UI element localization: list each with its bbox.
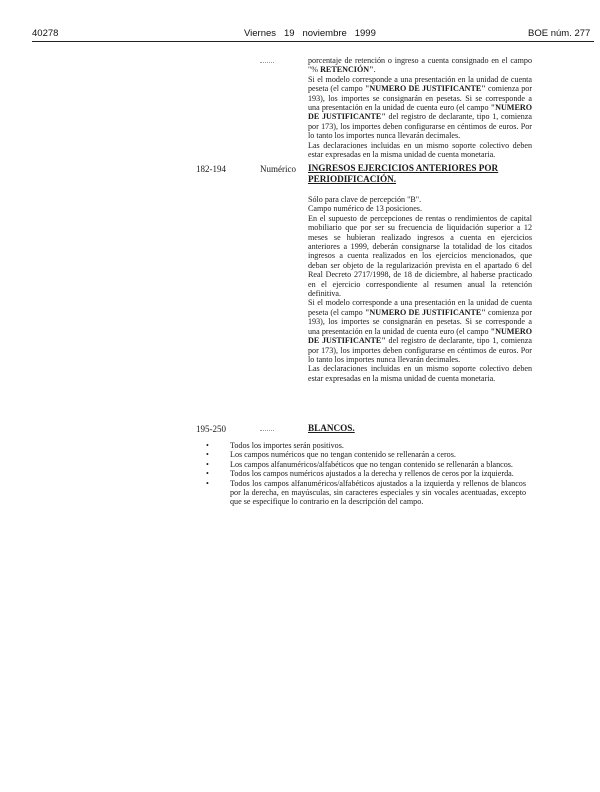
field-title: BLANCOS. bbox=[308, 423, 355, 433]
bullet-icon: • bbox=[206, 469, 209, 479]
bullet-icon: • bbox=[206, 450, 209, 460]
list-item: • Todos los importes serán positivos. bbox=[206, 441, 344, 450]
journal-issue: BOE núm. 277 bbox=[528, 28, 591, 39]
description-paragraph-5: Las declaraciones incluidas en un mismo soporte colectivo deben estar expresadas en la misma unidad de cuenta monetaria. bbox=[308, 364, 532, 383]
page-number: 40278 bbox=[32, 28, 59, 39]
description-paragraph-1: Sólo para clave de percepción "B". bbox=[308, 195, 422, 204]
header-rule bbox=[32, 41, 594, 42]
field-title: INGRESOS EJERCICIOS ANTERIORES POR PERIODIFICACIÓN. bbox=[308, 163, 499, 184]
bullet-icon: • bbox=[206, 478, 209, 488]
general-rules-list bbox=[206, 441, 526, 507]
description-paragraph-2: Campo numérico de 13 posiciones. bbox=[308, 204, 422, 214]
field-positions: 195-250 bbox=[196, 424, 226, 434]
continuation-paragraph-2: Si el modelo corresponde a una presentación en la unidad de cuenta peseta (el campo "NUMERO DE JUSTIFICANTE" comienza por 193), los importes se consignarán en pesetas. Si se corresponde a una presentación en la unidad de cuenta euro (el campo "NUMERO DE JUSTIFICANTE" del registro de declarante, tipo 1, comienza por 173), los importes deben configurarse en céntimos de euros. Por lo tanto los importes nunca llevarán decimales. bbox=[308, 74, 533, 141]
bullet-icon: • bbox=[206, 441, 209, 450]
dotted-marker bbox=[260, 430, 274, 431]
list-item: • Todos los campos numéricos ajustados a la derecha y rellenos de ceros por la izquierda. bbox=[206, 469, 514, 479]
continuation-paragraph-1: porcentaje de retención o ingreso a cuenta consignado en el campo "% RETENCIÓN". bbox=[308, 56, 532, 75]
continuation-paragraph-3: Las declaraciones incluidas en un mismo soporte colectivo deben estar expresadas en la misma unidad de cuenta monetaria. bbox=[308, 140, 532, 160]
field-type: Numérico bbox=[260, 164, 296, 174]
description-paragraph-3: En el supuesto de percepciones de rentas o rendimientos de capital mobiliario que por ser su frecuencia de liquidación superior a 12 meses se hubieran realizado ingresos a cuenta en ejercicios anteriores a 1999, deberán consignarse la totalidad de los citados ingresos a cuenta realizados en los ejercicios mencionados, que deban ser objeto de la regularización prevista en el apartado 6 del Real Decreto 2717/1998, de 18 de diciembre, al haberse practicado en el ejercicio correspondiente al resumen anual la retención definitiva. bbox=[308, 213, 532, 299]
list-item: • Los campos numéricos que no tengan contenido se rellenarán a ceros. bbox=[206, 450, 456, 460]
continuation-block bbox=[308, 56, 532, 159]
publication-date: Viernes 19 noviembre 1999 bbox=[244, 28, 376, 39]
dotted-marker bbox=[260, 62, 274, 63]
field-positions: 182-194 bbox=[196, 164, 226, 174]
list-item: • Los campos alfanuméricos/alfabéticos que no tengan contenido se rellenarán a blancos. bbox=[206, 459, 513, 469]
field-description bbox=[308, 195, 532, 383]
description-paragraph-4: Si el modelo corresponde a una presentación en la unidad de cuenta peseta (el campo "NUMERO DE JUSTIFICANTE" comienza por 193), los importes se consignarán en pesetas. Si se corresponde a una presentación en la unidad de cuenta euro (el campo "NUMERO DE JUSTIFICANTE" del registro de declarante, tipo 1, comienza por 173), los importes deben configurarse en céntimos de euros. Por lo tanto los importes nunca llevarán decimales. bbox=[308, 298, 533, 364]
bullet-icon: • bbox=[206, 459, 209, 469]
list-item: • Todos los campos alfanuméricos/alfabéticos ajustados a la izquierda y rellenos de blancos por la derecha, en mayúsculas, sin caracteres especiales y sin vocales acentuadas, excepto que se especifique lo contrario en la descripción del campo. bbox=[206, 478, 526, 507]
